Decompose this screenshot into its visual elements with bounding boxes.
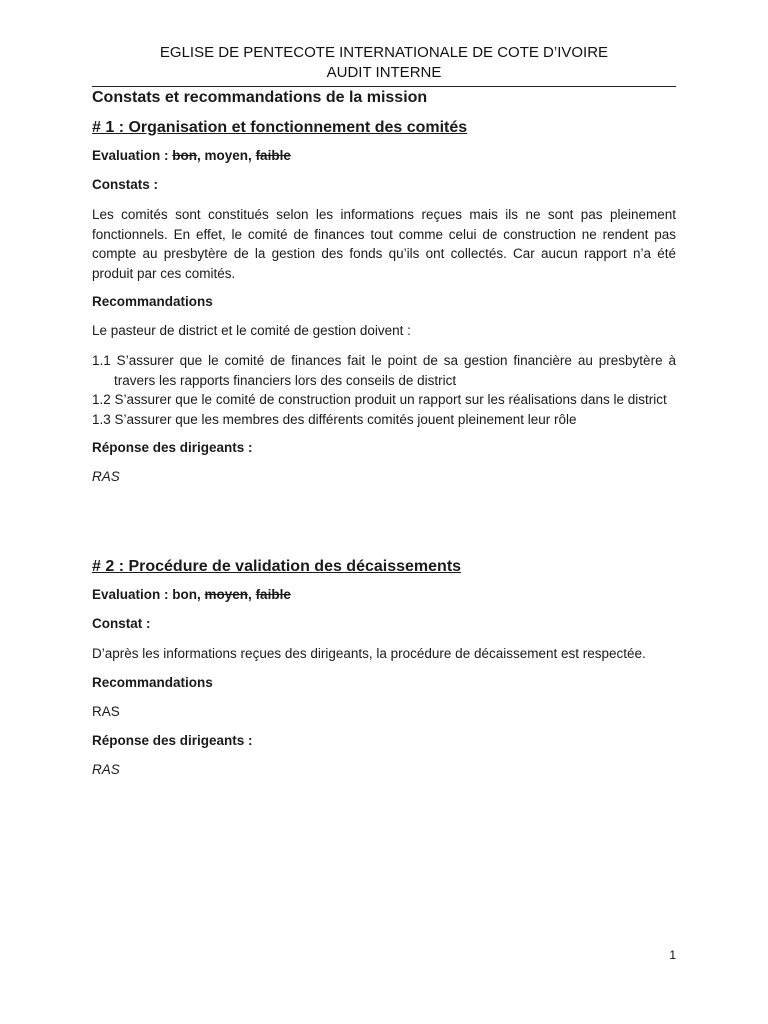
section-2-reponse-label: Réponse des dirigeants : (92, 732, 253, 748)
evaluation-option-moyen: moyen (204, 148, 249, 163)
section-1-constats-label: Constats : (92, 177, 159, 192)
document-body (92, 88, 676, 790)
document-title: Constats et recommandations de la mission (92, 89, 428, 106)
section-1-reponse-label: Réponse des dirigeants : (92, 440, 253, 455)
header-department: AUDIT INTERNE (326, 64, 442, 81)
section-1-constats-text: Les comités sont constitués selon les informations reçues mais ils ne sont pas pleinement fonctionnels. En effet, le comité de finances tout comme celui de construction ne rendent pas compte au presbytère de la gestion des fonds qu’ils ont collectés. Car aucun rapport n’a été produit par ces comités. (92, 207, 676, 281)
section-2-reponse-text: RAS (92, 761, 120, 777)
section-1-recommandations-intro: Le pasteur de district et le comité de gestion doivent : (92, 323, 411, 338)
section-2-constat-text: D’après les informations reçues des dirigeants, la procédure de décaissement est respectée. (92, 646, 646, 661)
page-header (92, 43, 676, 83)
recommandation-item: 1.1 S’assurer que le comité de finances fait le point de sa gestion financière au presbytère à travers les rapports financiers lors des conseils de district (92, 353, 676, 388)
section-2-recommandations-text: RAS (92, 703, 120, 719)
section-1-title: # 1 : Organisation et fonctionnement des comités (92, 119, 468, 136)
evaluation-option-bon: bon (172, 148, 198, 163)
recommandation-item: 1.2 S’assurer que le comité de construction produit un rapport sur les réalisations dans le district (92, 392, 667, 407)
section-1-reponse-text: RAS (92, 469, 120, 484)
evaluation-option-faible: faible (255, 587, 291, 602)
header-organization: EGLISE DE PENTECOTE INTERNATIONALE DE COTE D’IVOIRE (159, 44, 609, 61)
section-2-evaluation: Evaluation : bon, moyen, faible (92, 587, 291, 602)
section-2-title: # 2 : Procédure de validation des décaissements (92, 558, 462, 575)
recommandation-item: 1.3 S’assurer que les membres des différents comités jouent pleinement leur rôle (92, 411, 577, 427)
section-spacer (92, 497, 676, 557)
section-2-constat-label: Constat : (92, 616, 151, 631)
evaluation-option-bon: bon (172, 587, 198, 602)
section-1-recommandations-list (92, 351, 676, 429)
section-2-recommandations-label: Recommandations (92, 674, 213, 690)
evaluation-option-faible: faible (255, 148, 291, 163)
evaluation-option-moyen: moyen (204, 587, 249, 602)
header-rule (92, 86, 676, 87)
page-number: 1 (669, 948, 676, 962)
section-1-recommandations-label: Recommandations (92, 294, 213, 309)
section-1-evaluation: Evaluation : bon, moyen, faible (92, 148, 291, 163)
